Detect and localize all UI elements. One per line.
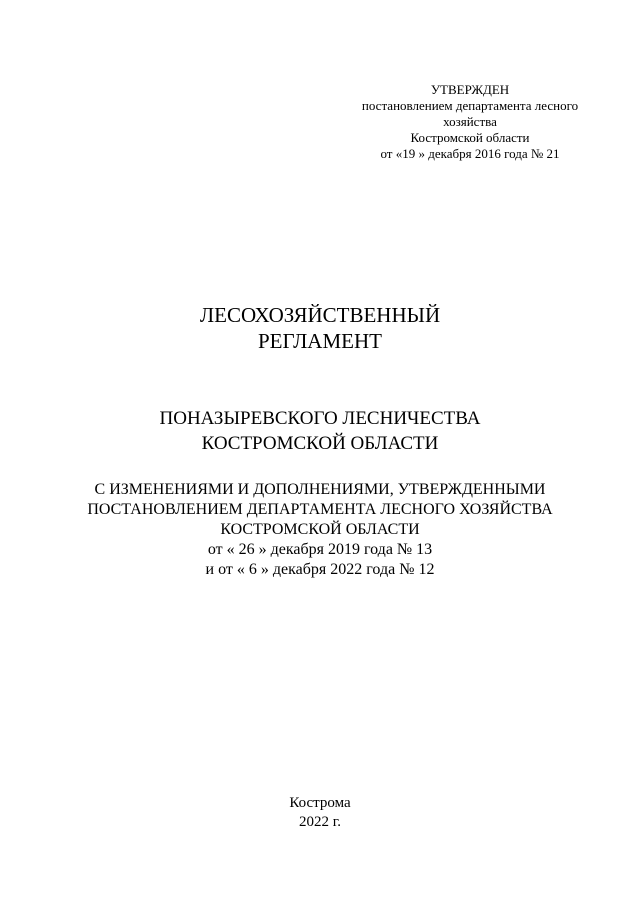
document-subtitle-line-2: КОСТРОМСКОЙ ОБЛАСТИ: [201, 433, 439, 454]
document-title: [0, 302, 640, 354]
approval-heading: УТВЕРЖДЕН: [430, 82, 510, 97]
document-subtitle: [0, 406, 640, 456]
document-title-line-1: ЛЕСОХОЗЯЙСТВЕННЫЙ: [199, 303, 441, 327]
footer-city: Кострома: [289, 795, 351, 811]
approval-authority: постановлением департамента лесного: [361, 98, 579, 113]
approval-authority-cont: хозяйства: [443, 114, 497, 129]
approval-region: Костромской области: [410, 130, 530, 145]
approval-date: от «19 » декабря 2016 года № 21: [380, 146, 560, 161]
amendments-line-3: КОСТРОМСКОЙ ОБЛАСТИ: [220, 521, 420, 538]
approval-stamp: [330, 82, 610, 162]
amendments-line-2: ПОСТАНОВЛЕНИЕМ ДЕПАРТАМЕНТА ЛЕСНОГО ХОЗЯЙСТВА: [87, 501, 553, 518]
document-title-line-2: РЕГЛАМЕНТ: [258, 329, 382, 353]
amendments-line-1: С ИЗМЕНЕНИЯМИ И ДОПОЛНЕНИЯМИ, УТВЕРЖДЕННЫМИ: [94, 481, 546, 498]
document-subtitle-line-1: ПОНАЗЫРЕВСКОГО ЛЕСНИЧЕСТВА: [159, 408, 481, 429]
footer-year: 2022 г.: [299, 814, 341, 830]
amendments-date-2: и от « 6 » декабря 2022 года № 12: [205, 561, 435, 578]
document-footer: [0, 794, 640, 832]
amendments-note: [0, 480, 640, 580]
amendments-date-1: от « 26 » декабря 2019 года № 13: [207, 541, 433, 558]
